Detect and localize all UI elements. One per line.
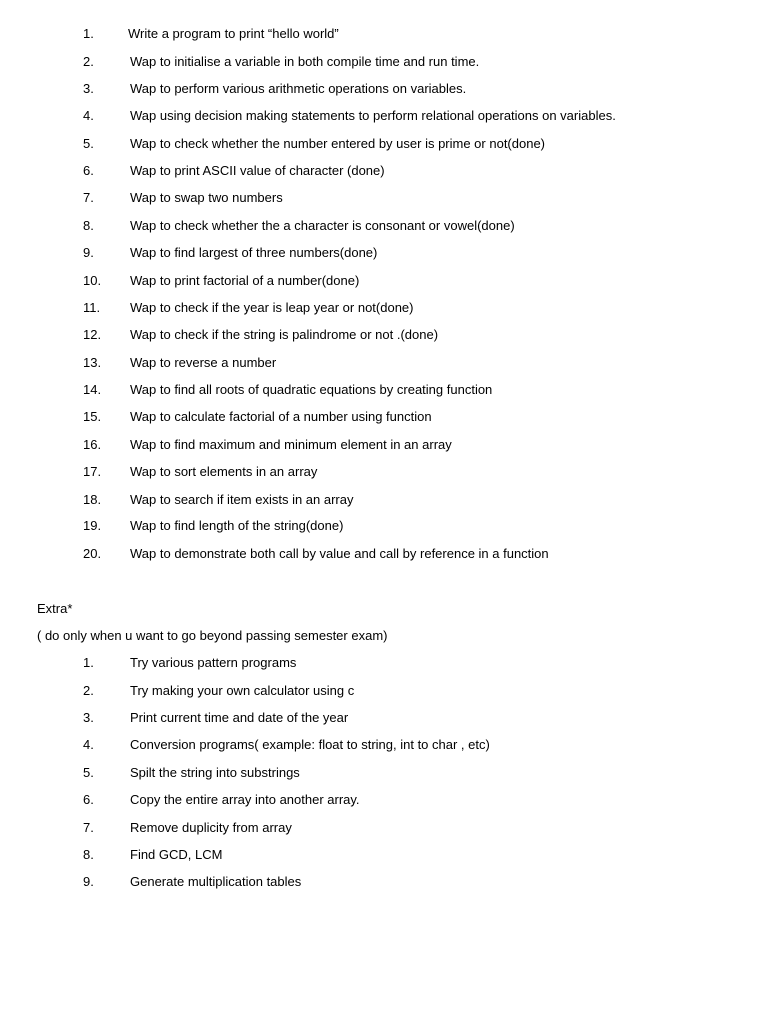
list-item-number: 10.	[83, 273, 102, 288]
list-item	[0, 161, 768, 181]
list-item	[0, 188, 768, 208]
list-item	[0, 380, 768, 400]
list-item-text: Wap to reverse a number	[130, 355, 277, 370]
list-item	[0, 462, 768, 482]
list-item-number: 4.	[83, 108, 94, 123]
list-item	[0, 653, 768, 673]
list-item-text: Wap using decision making statements to perform relational operations on variables.	[130, 108, 616, 123]
list-item	[0, 490, 768, 510]
list-item	[0, 106, 768, 126]
list-item-number: 18.	[83, 492, 102, 507]
list-item	[0, 325, 768, 345]
list-item-number: 1.	[83, 655, 94, 670]
list-item-text: Spilt the string into substrings	[130, 765, 300, 780]
list-item-number: 5.	[83, 765, 94, 780]
list-item-number: 2.	[83, 54, 94, 69]
list-item	[0, 790, 768, 810]
list-item	[0, 435, 768, 455]
list-item-number: 8.	[83, 218, 94, 233]
list-item-number: 6.	[83, 163, 94, 178]
list-item-text: Wap to swap two numbers	[130, 190, 283, 205]
list-item-text: Conversion programs( example: float to string, int to char , etc)	[130, 737, 490, 752]
extra-heading: Extra*	[37, 601, 73, 616]
list-item	[0, 516, 768, 536]
list-item-text: Find GCD, LCM	[130, 847, 223, 862]
list-item-text: Wap to check whether the a character is consonant or vowel(done)	[130, 218, 515, 233]
list-item	[0, 845, 768, 865]
list-item	[0, 818, 768, 838]
list-item-text: Wap to find largest of three numbers(done)	[130, 245, 378, 260]
list-item-text: Wap to check if the string is palindrome or not .(done)	[130, 327, 439, 342]
list-item-number: 3.	[83, 81, 94, 96]
list-item	[0, 271, 768, 291]
list-item	[0, 872, 768, 892]
list-item-text: Wap to initialise a variable in both compile time and run time.	[130, 54, 480, 69]
list-item	[0, 243, 768, 263]
list-item	[0, 52, 768, 72]
list-item-text: Remove duplicity from array	[130, 820, 292, 835]
list-item-text: Wap to sort elements in an array	[130, 464, 318, 479]
list-item-number: 8.	[83, 847, 94, 862]
list-item	[0, 134, 768, 154]
list-item-number: 7.	[83, 190, 94, 205]
list-item-text: Try various pattern programs	[130, 655, 297, 670]
list-item-text: Copy the entire array into another array.	[130, 792, 360, 807]
extra-note: ( do only when u want to go beyond passing semester exam)	[37, 628, 388, 643]
list-item	[0, 353, 768, 373]
list-item-text: Wap to check if the year is leap year or not(done)	[130, 300, 414, 315]
list-item-text: Wap to find length of the string(done)	[130, 518, 344, 533]
list-item-text: Wap to check whether the number entered by user is prime or not(done)	[130, 136, 546, 151]
list-item-number: 3.	[83, 710, 94, 725]
list-item-number: 12.	[83, 327, 102, 342]
list-item	[0, 735, 768, 755]
list-item-number: 14.	[83, 382, 102, 397]
list-item	[0, 544, 768, 564]
list-item-text: Wap to perform various arithmetic operations on variables.	[130, 81, 467, 96]
list-item-text: Wap to find all roots of quadratic equations by creating function	[130, 382, 493, 397]
list-item	[0, 681, 768, 701]
list-item-number: 20.	[83, 546, 102, 561]
list-item	[0, 708, 768, 728]
list-item-number: 13.	[83, 355, 102, 370]
list-item-number: 5.	[83, 136, 94, 151]
list-item-number: 15.	[83, 409, 102, 424]
list-item-number: 16.	[83, 437, 102, 452]
list-item-number: 1.	[83, 26, 94, 41]
list-item-text: Wap to find maximum and minimum element in an array	[130, 437, 452, 452]
list-item-text: Wap to print factorial of a number(done)	[130, 273, 360, 288]
list-item-text: Wap to search if item exists in an array	[130, 492, 354, 507]
list-item-text: Print current time and date of the year	[130, 710, 349, 725]
list-item-number: 11.	[83, 300, 101, 315]
list-item-text: Wap to demonstrate both call by value and call by reference in a function	[130, 546, 549, 561]
list-item-number: 6.	[83, 792, 94, 807]
list-item	[0, 24, 768, 44]
list-item-number: 4.	[83, 737, 94, 752]
list-item-text: Try making your own calculator using c	[130, 683, 355, 698]
list-item-text: Generate multiplication tables	[130, 874, 302, 889]
list-item	[0, 407, 768, 427]
list-item-text: Write a program to print “hello world”	[128, 26, 339, 41]
list-item	[0, 216, 768, 236]
list-item-text: Wap to print ASCII value of character (done)	[130, 163, 385, 178]
list-item-text: Wap to calculate factorial of a number using function	[130, 409, 432, 424]
list-item-number: 7.	[83, 820, 94, 835]
list-item-number: 17.	[83, 464, 102, 479]
list-item-number: 9.	[83, 245, 94, 260]
list-item	[0, 298, 768, 318]
list-item-number: 19.	[83, 518, 102, 533]
list-item	[0, 79, 768, 99]
list-item	[0, 763, 768, 783]
list-item-number: 2.	[83, 683, 94, 698]
list-item-number: 9.	[83, 874, 94, 889]
